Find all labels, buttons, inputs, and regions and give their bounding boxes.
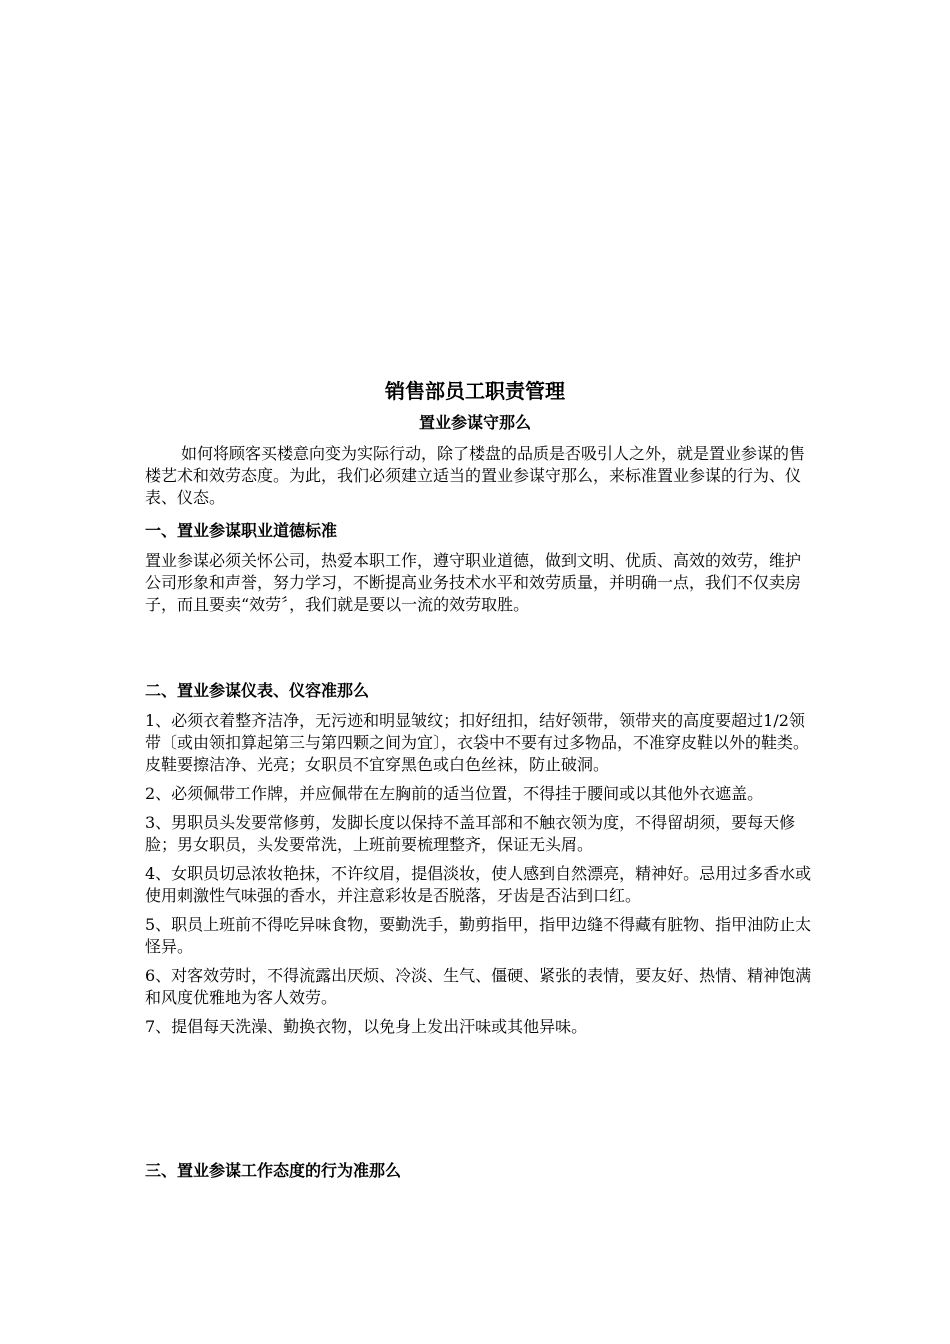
- list-item: 4、女职员切忌浓妆艳抹，不许纹眉，提倡淡妆，使人感到自然漂亮，精神好。忌用过多香水或使用刺激性气味强的香水，并注意彩妆是否脱落，牙齿是否沾到口红。: [145, 864, 812, 905]
- section-1-paragraph: 置业参谋必须关怀公司，热爱本职工作，遵守职业道德，做到文明、优质、高效的效劳，维护公司形象和声誉，努力学习，不断提高业务技术水平和效劳质量，并明确一点，我们不仅卖房子，而且要卖“效劳〞，我们就是要以一流的效劳取胜。: [145, 551, 802, 614]
- intro-paragraph: 如何将顾客买楼意向变为实际行动，除了楼盘的品质是否吸引人之外，就是置业参谋的售楼艺术和效劳态度。为此，我们必须建立适当的置业参谋守那么，来标准置业参谋的行为、仪表、仪态。: [145, 444, 806, 507]
- list-item: 1、必须衣着整齐洁净，无污迹和明显皱纹；扣好纽扣，结好领带，领带夹的高度要超过1/2领带〔或由领扣算起第三与第四颗之间为宜〕，衣袋中不要有过多物品，不准穿皮鞋以外的鞋类。皮鞋要擦洁净、光亮；女职员不宜穿黑色或白色丝袜，防止破洞。: [145, 711, 810, 774]
- document-subtitle: 置业参谋守那么: [418, 413, 531, 432]
- section-2-list: [145, 710, 817, 1045]
- list-item: 6、对客效劳时，不得流露出厌烦、冷淡、生气、僵硬、紧张的表情，要友好、热情、精神饱满和风度优雅地为客人效劳。: [145, 966, 812, 1007]
- list-item: 5、职员上班前不得吃异味食物，要勤洗手，勤剪指甲，指甲边缝不得藏有脏物、指甲油防止太怪异。: [145, 915, 812, 956]
- document-title: 销售部员工职责管理: [385, 379, 565, 403]
- list-item: 2、必须佩带工作牌，并应佩带在左胸前的适当位置，不得挂于腰间或以其他外衣遮盖。: [145, 784, 764, 803]
- list-item: 3、男职员头发要常修剪，发脚长度以保持不盖耳部和不触衣领为度，不得留胡须，要每天修脸；男女职员，头发要常洗，上班前要梳理整齐，保证无头屑。: [145, 813, 796, 854]
- list-item: 7、提倡每天洗澡、勤换衣物，以免身上发出汗味或其他异味。: [145, 1017, 588, 1036]
- section-3-heading: 三、置业参谋工作态度的行为准那么: [145, 1161, 402, 1180]
- section-1-heading: 一、置业参谋职业道德标准: [145, 521, 338, 540]
- section-2-heading: 二、置业参谋仪表、仪容准那么: [145, 681, 370, 700]
